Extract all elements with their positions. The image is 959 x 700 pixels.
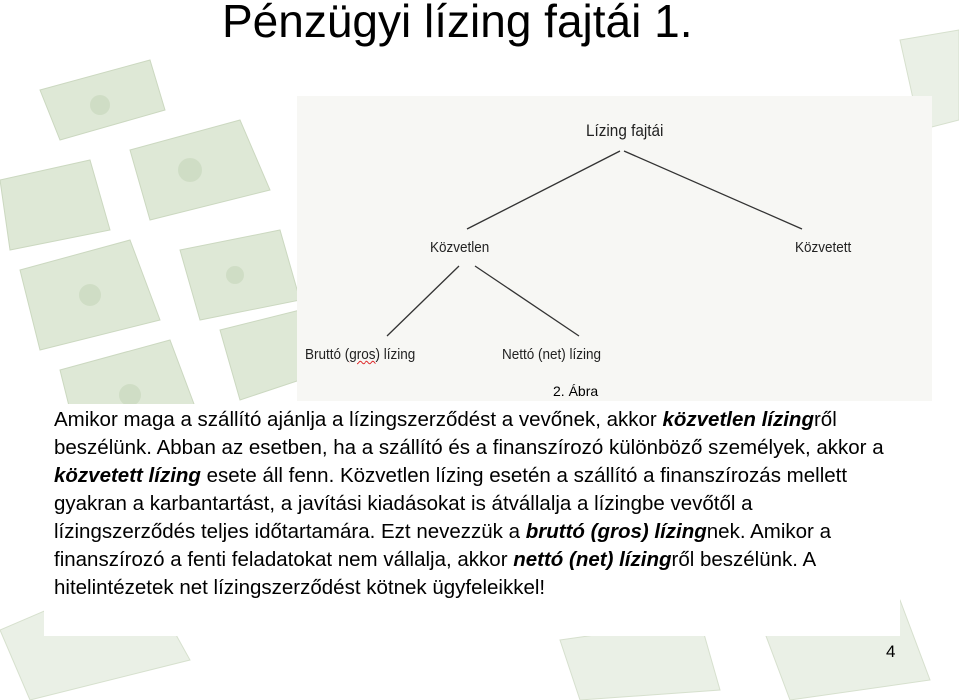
body-segment-4: nek. Amikor a finanszírozó a fenti feladatokat nem vállalja, akkor bbox=[54, 520, 831, 571]
body-segment-3: esete áll fenn. Közvetlen lízing esetén a szállító a finanszírozás mellett gyakran a karbantartást, a javítási kiadásokat is átvállalja a lízingbe vevőtől a lízingszerződés teljes időtartamára. Ezt nevezzük a bbox=[54, 464, 848, 543]
node-gross-post: ) lízing bbox=[375, 346, 416, 363]
edge-root-right bbox=[624, 151, 802, 229]
edge-left-child1 bbox=[387, 266, 459, 336]
leasing-types-diagram bbox=[297, 96, 932, 401]
slide-title: Pénzügyi lízing fajtái 1. bbox=[222, 0, 693, 47]
node-gross-word: gros bbox=[349, 346, 376, 363]
term-indirect-leasing: közvetett lízing bbox=[54, 464, 201, 487]
node-net-leasing: Nettó (net) lízing bbox=[502, 346, 602, 363]
node-direct: Közvetlen bbox=[430, 239, 490, 256]
term-gross-leasing: bruttó (gros) lízing bbox=[525, 520, 707, 543]
body-segment-5: ről beszélünk. A hitelintézetek net lízingszerződést kötnek ügyfeleikkel! bbox=[54, 548, 816, 599]
body-segment-1: Amikor maga a szállító ajánlja a lízingszerződést a vevőnek, akkor bbox=[54, 408, 663, 431]
page-number: 4 bbox=[886, 642, 896, 661]
node-indirect: Közvetett bbox=[795, 239, 852, 256]
body-text-box bbox=[44, 404, 900, 636]
term-direct-leasing: közvetlen lízing bbox=[662, 408, 814, 431]
body-segment-2: ről beszélünk. Abban az esetben, ha a szállító és a finanszírozó különböző személyek, akkor a bbox=[54, 408, 884, 459]
node-gross-leasing bbox=[305, 346, 415, 363]
term-net-leasing: nettó (net) lízing bbox=[513, 548, 672, 571]
figure-caption: 2. Ábra bbox=[553, 383, 599, 399]
node-leasing-types: Lízing fajtái bbox=[586, 121, 664, 140]
node-gross-pre: Bruttó ( bbox=[305, 346, 350, 363]
body-paragraph bbox=[54, 406, 894, 602]
edge-root-left bbox=[467, 151, 620, 229]
edge-left-child2 bbox=[475, 266, 579, 336]
